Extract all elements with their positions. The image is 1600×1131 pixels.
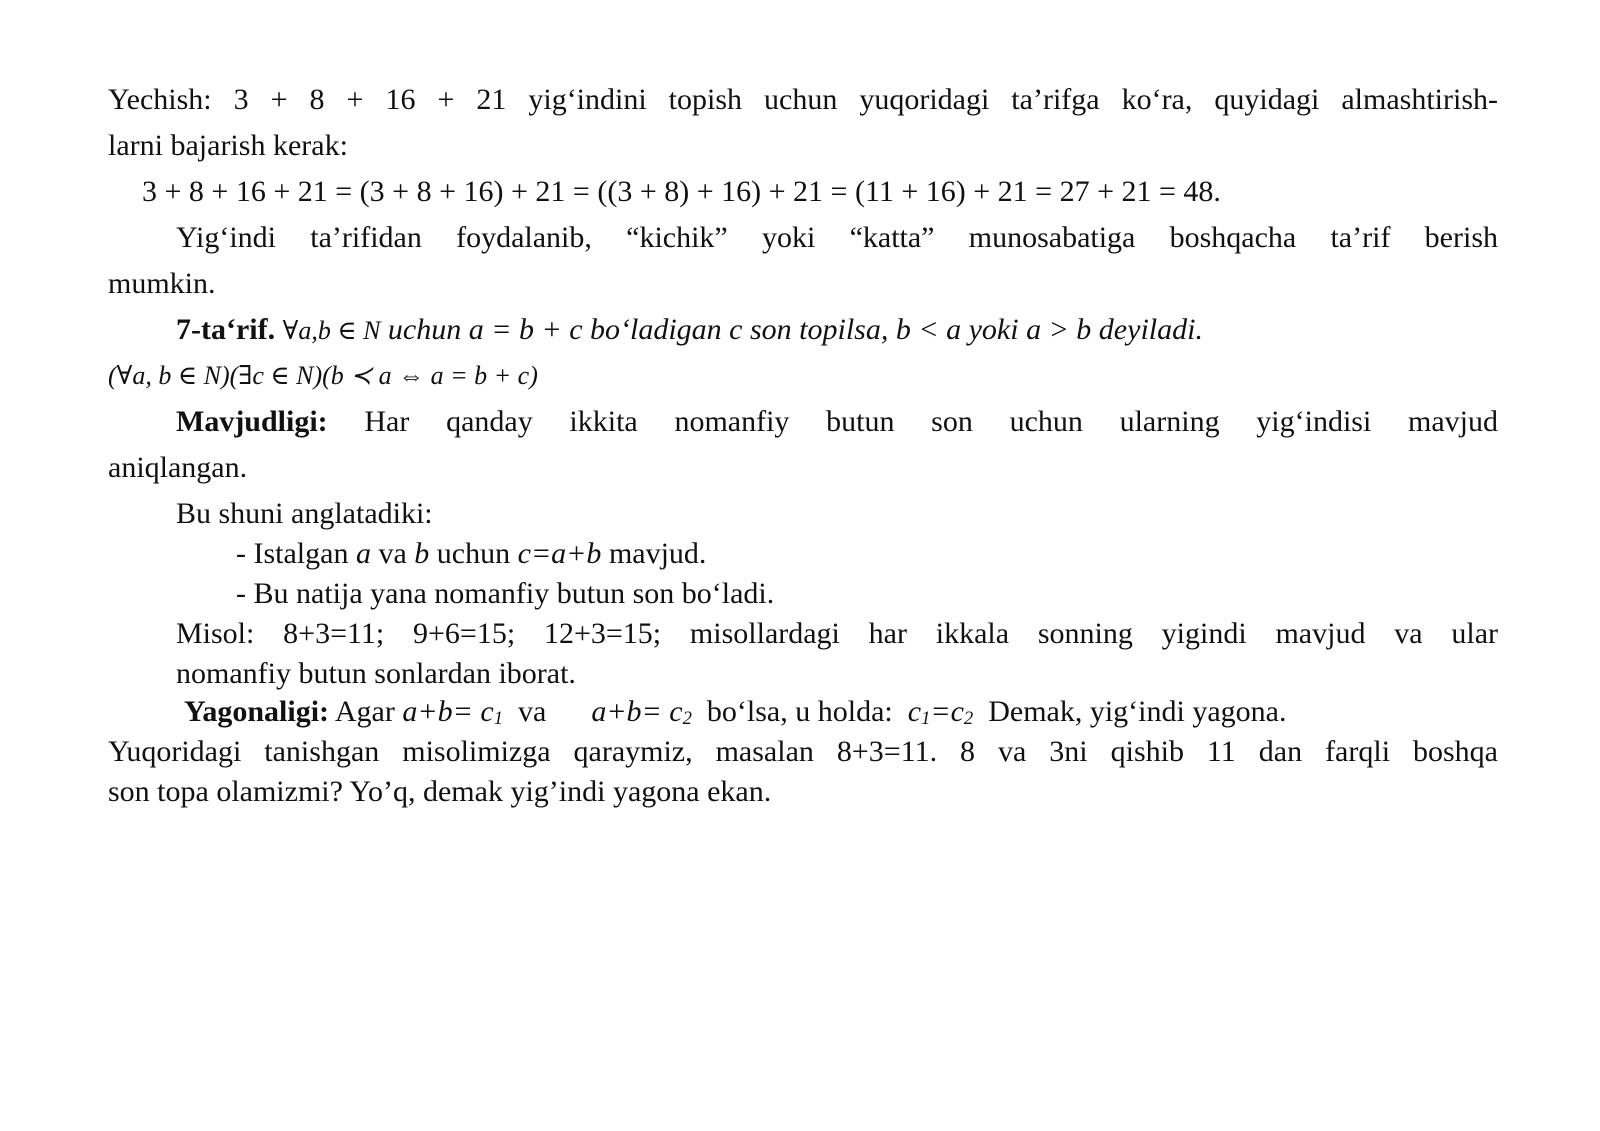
example-line-1: Misol: 8+3=11; 9+6=15; 12+3=15; misollardagi har ikkala sonning yigindi mavjud va ular (176, 617, 1498, 650)
intro-line-1: Yig‘indi ta’rifidan foydalanib, “kichik” yoki “katta” munosabatiga boshqacha ta’rif berish (176, 221, 1498, 254)
uniqueness-line-3: son topa olamizmi? Yo’q, demak yig’indi yagona ekan. (108, 775, 772, 808)
bullet-1-text-2: va (370, 537, 415, 570)
solution-line-1: Yechish: 3 + 8 + 16 + 21 yig‘indini topish uchun yuqoridagi ta’rifga ko‘ra, quyidagi almashtirish- (108, 83, 1498, 116)
existence-text: Har qanday ikkita nomanfiy butun son uchun ularning yig‘indisi mavjud (364, 405, 1498, 438)
uniqueness-sub-1: 1 (493, 707, 503, 729)
uniqueness-expr-2: a+b= c (591, 695, 683, 728)
existence-line-2: aniqlangan. (108, 451, 248, 484)
definition-line (176, 310, 1203, 351)
definition-text: uchun a = b + c bo‘ladigan c son topilsa, b < a yoki a > b deyiladi. (387, 313, 1203, 346)
bullet-1-expr: c=a+b (517, 537, 602, 570)
uniqueness-label: Yagonaligi: (184, 695, 330, 728)
uniqueness-line-2: Yuqoridagi tanishgan misolimizga qaraymiz, masalan 8+3=11. 8 va 3ni qishib 11 dan farqli boshqa (108, 735, 1498, 768)
bullet-1-var-b: b (414, 537, 430, 570)
uniqueness-expr-3a: c (907, 695, 922, 728)
example-line-2: nomanfiy butun sonlardan iborat. (176, 657, 576, 690)
uniqueness-sub-2: 2 (682, 707, 692, 729)
existence-bullet-2: - Bu natija yana nomanfiy butun son bo‘ladi. (236, 577, 775, 610)
uniqueness-text-2: va (502, 695, 592, 728)
bullet-1-var-a: a (355, 537, 371, 570)
intro-line-2: mumkin. (108, 267, 216, 300)
uniqueness-sub-3a: 1 (921, 707, 931, 729)
definition-label: 7-ta‘rif. (176, 313, 276, 346)
uniqueness-expr-1: a+b= c (402, 695, 494, 728)
bullet-1-text-3: uchun (429, 537, 518, 570)
existence-label: Mavjudligi: (176, 405, 328, 438)
uniqueness-sub-3b: 2 (963, 707, 974, 729)
existence-line-1 (176, 402, 1498, 442)
existence-means: Bu shuni anglatadiki: (176, 497, 433, 530)
bullet-1-text-1: - Istalgan (236, 537, 356, 570)
bullet-1-text-4: mavjud. (601, 537, 707, 570)
uniqueness-text-4: Demak, yig‘indi yagona. (973, 695, 1287, 728)
solution-equation: 3 + 8 + 16 + 21 = (3 + 8 + 16) + 21 = ((3 + 8) + 16) + 21 = (11 + 16) + 21 = 27 + 21 = 48. (142, 175, 1221, 208)
solution-line-2: larni bajarish kerak: (108, 129, 348, 162)
existence-bullet-1 (236, 534, 706, 574)
uniqueness-text-1: Agar (334, 695, 403, 728)
definition-formula: (∀a, b ∈ N)(∃c ∈ N)(b ≺ a ⇔ a = b + c) (108, 361, 538, 390)
uniqueness-expr-3b: =c (930, 695, 964, 728)
uniqueness-text-3: bo‘lsa, u holda: (691, 695, 908, 728)
definition-quantifier: ∀a,b ∈ N (282, 316, 381, 345)
